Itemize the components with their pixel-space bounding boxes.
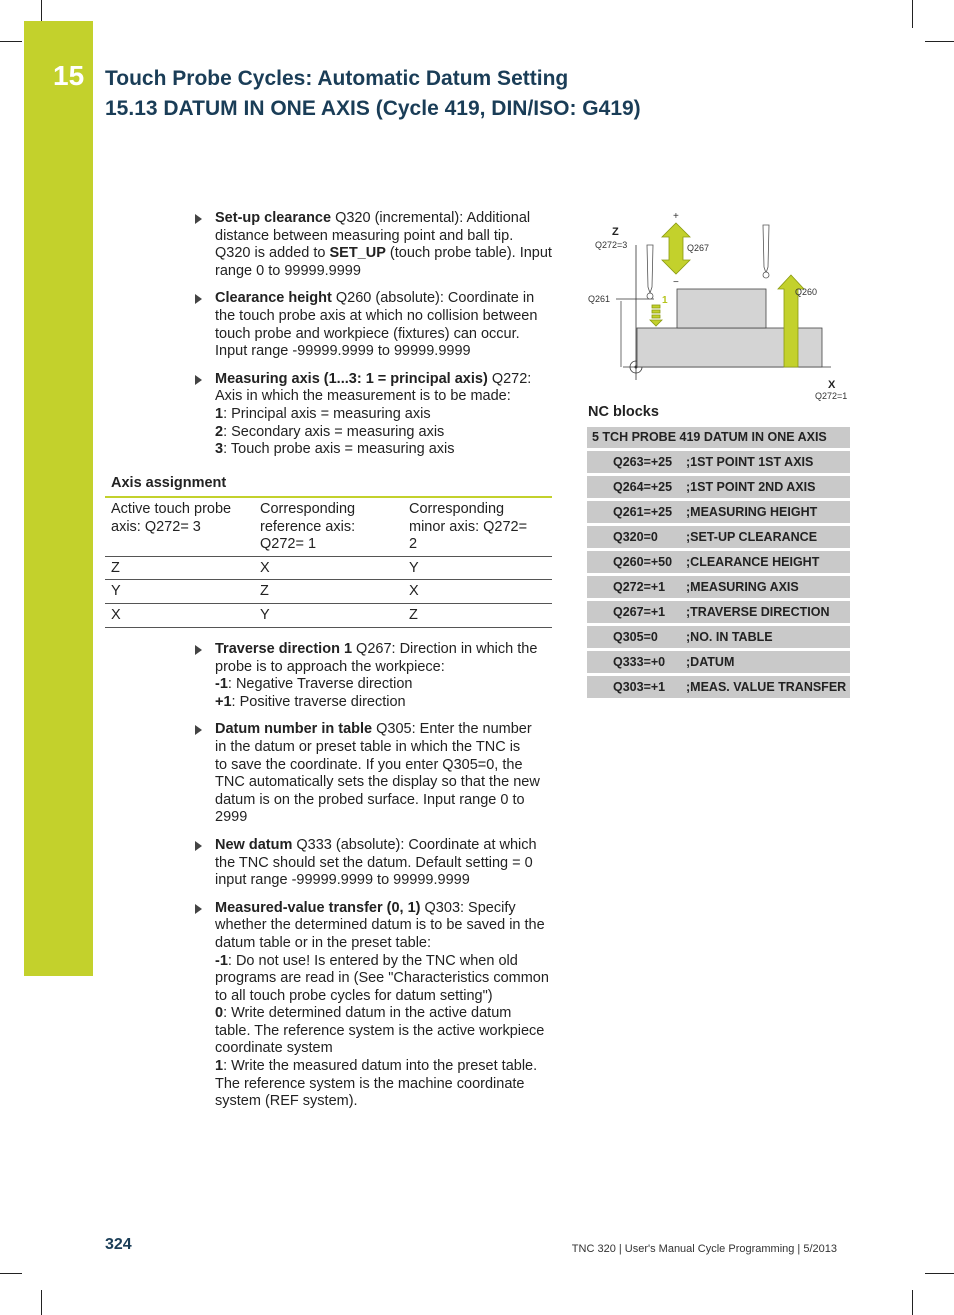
parameter-text: system (REF system). bbox=[215, 1093, 358, 1110]
step-one-label: 1 bbox=[662, 295, 668, 306]
nc-code: Q261=+25 bbox=[613, 505, 673, 519]
q267-arrow-icon bbox=[662, 223, 690, 274]
crop-mark bbox=[41, 1290, 42, 1315]
parameter-item bbox=[195, 290, 560, 360]
nc-blocks-table bbox=[587, 427, 850, 698]
nc-row bbox=[587, 498, 850, 523]
header-line: 2 bbox=[409, 536, 418, 553]
x-axis-label: X bbox=[828, 379, 836, 391]
table-row bbox=[105, 604, 552, 628]
parameter-text: -1: Negative Traverse direction bbox=[215, 676, 413, 693]
header-line: Active touch probe bbox=[111, 501, 232, 517]
table-header-row bbox=[105, 498, 552, 557]
parameter-text: in the datum or preset table in which the TNC is bbox=[215, 738, 521, 755]
nc-comment: ;MEASURING HEIGHT bbox=[686, 505, 818, 519]
nc-code: Q267=+1 bbox=[613, 605, 666, 619]
parameter-text: Input range -99999.9999 to 99999.9999 bbox=[215, 343, 471, 360]
table-cell: Z bbox=[409, 606, 418, 623]
parameter-item bbox=[195, 641, 560, 711]
table-cell: X bbox=[111, 606, 121, 623]
parameter-item bbox=[195, 721, 560, 827]
chapter-number: 15 bbox=[53, 60, 85, 91]
probe-right-icon bbox=[763, 225, 769, 273]
probe-left-tip bbox=[647, 293, 653, 299]
nc-comment: ;1ST POINT 2ND AXIS bbox=[686, 480, 816, 494]
parameter-text: Q260 (absolute): Coordinate in bbox=[335, 290, 535, 307]
crop-mark bbox=[912, 1290, 913, 1315]
q261-label: Q261 bbox=[588, 294, 611, 304]
parameter-text: Q320 (incremental): Additional bbox=[335, 210, 531, 226]
bullet-arrow-icon bbox=[195, 645, 202, 655]
table-title: Axis assignment bbox=[105, 474, 552, 498]
bullet-arrow-icon bbox=[195, 904, 202, 914]
header-line: Corresponding bbox=[260, 501, 356, 517]
parameter-text: input range -99999.9999 to 99999.9999 bbox=[215, 872, 470, 889]
nc-row bbox=[587, 623, 850, 648]
parameter-text: +1: Positive traverse direction bbox=[215, 693, 406, 710]
q260-label: Q260 bbox=[795, 287, 818, 297]
workpiece-step bbox=[677, 289, 766, 328]
q272-1-label: Q272=1 bbox=[815, 391, 848, 401]
header-line: reference axis: bbox=[260, 518, 356, 535]
parameter-text: datum is on the probed surface. Input range 0 to bbox=[215, 791, 525, 808]
parameter-name: Measured-value transfer (0, 1) bbox=[215, 899, 421, 916]
table-cell: Y bbox=[409, 559, 419, 576]
parameter-text: probe is to approach the workpiece: bbox=[215, 658, 445, 675]
parameter-text: Q303: Specify bbox=[424, 899, 516, 916]
bullet-arrow-icon bbox=[195, 294, 202, 304]
footer-text: TNC 320 | User's Manual Cycle Programming | 5/2013 bbox=[571, 1243, 837, 1255]
nc-code: Q263=+25 bbox=[613, 455, 673, 469]
nc-table-title: 5 TCH PROBE 419 DATUM IN ONE AXIS bbox=[587, 427, 850, 448]
parameter-name: Measuring axis (1...3: 1 = principal axis) bbox=[215, 370, 488, 387]
parameter-text: to all touch probe cycles for datum setting") bbox=[215, 987, 493, 1004]
parameter-item bbox=[195, 210, 560, 280]
approach-arrow-icon bbox=[650, 305, 662, 326]
q272-3-label: Q272=3 bbox=[595, 240, 628, 250]
parameter-text: whether the determined datum is to be saved in the bbox=[215, 917, 545, 934]
table-cell: Z bbox=[260, 583, 269, 600]
table-cell: Y bbox=[111, 583, 121, 600]
crop-mark bbox=[912, 0, 913, 28]
crop-mark bbox=[925, 1273, 954, 1274]
nc-comment: ;CLEARANCE HEIGHT bbox=[686, 555, 820, 569]
nc-row bbox=[587, 523, 850, 548]
parameter-text: TNC automatically sets the display so that the new bbox=[215, 774, 540, 791]
nc-row bbox=[587, 573, 850, 598]
parameter-name: Datum number in table bbox=[215, 721, 373, 738]
table-cell: X bbox=[409, 583, 419, 600]
q267-label: Q267 bbox=[687, 243, 710, 253]
parameter-text: 2: Secondary axis = measuring axis bbox=[215, 423, 445, 440]
nc-code: Q305=0 bbox=[613, 630, 658, 644]
bullet-arrow-icon bbox=[195, 375, 202, 385]
nc-row bbox=[587, 473, 850, 498]
plus-label: + bbox=[673, 211, 679, 222]
parameter-item bbox=[195, 837, 560, 890]
parameter-text: Q320 is added to SET_UP (touch probe table). Input bbox=[215, 245, 552, 262]
table-header-cell bbox=[254, 498, 403, 556]
nc-blocks-heading: NC blocks bbox=[588, 404, 659, 420]
parameter-list-top bbox=[195, 210, 560, 469]
table-cell: X bbox=[260, 559, 270, 576]
header-line: axis: Q272= 3 bbox=[111, 518, 201, 535]
nc-row bbox=[587, 648, 850, 673]
parameter-text: table. The reference system is the active workpiece bbox=[215, 1022, 545, 1039]
parameter-text: -1: Do not use! Is entered by the TNC when old bbox=[215, 952, 518, 969]
parameter-text: 1: Principal axis = measuring axis bbox=[215, 405, 431, 422]
parameter-text: datum table or in the preset table: bbox=[215, 934, 432, 951]
table-row bbox=[105, 580, 552, 604]
nc-comment: ;MEAS. VALUE TRANSFER bbox=[686, 680, 847, 694]
crop-mark bbox=[0, 41, 22, 42]
parameter-name: Clearance height bbox=[215, 290, 332, 307]
parameter-name: New datum bbox=[215, 836, 293, 853]
crop-mark bbox=[925, 41, 954, 42]
parameter-list-bottom bbox=[195, 641, 560, 1121]
table-cell: Z bbox=[111, 559, 120, 576]
parameter-text: Q272: bbox=[491, 370, 532, 387]
page-number: 324 bbox=[105, 1236, 132, 1253]
parameter-name: Traverse direction 1 bbox=[215, 641, 353, 657]
parameter-text: the TNC should set the datum. Default setting = 0 bbox=[215, 854, 533, 871]
minus-label: − bbox=[673, 277, 679, 288]
table-row bbox=[105, 557, 552, 581]
parameter-text: Q305: Enter the number bbox=[376, 721, 532, 738]
probe-left-icon bbox=[647, 245, 653, 293]
nc-row bbox=[587, 448, 850, 473]
crop-mark bbox=[0, 1273, 22, 1274]
nc-comment: ;SET-UP CLEARANCE bbox=[686, 530, 818, 544]
parameter-text: 0: Write determined datum in the active datum bbox=[215, 1005, 512, 1022]
table-cell: Y bbox=[260, 606, 270, 623]
nc-code: Q264=+25 bbox=[613, 480, 673, 494]
nc-comment: ;DATUM bbox=[686, 655, 735, 669]
axis-assignment-table bbox=[105, 474, 552, 628]
parameter-item bbox=[195, 371, 560, 459]
parameter-text: touch probe and workpiece (fixtures) can occur. bbox=[215, 325, 520, 342]
parameter-text: the touch probe axis at which no collision between bbox=[215, 307, 538, 324]
nc-code: Q333=+0 bbox=[613, 655, 666, 669]
parameter-text: range 0 to 99999.9999 bbox=[215, 262, 361, 279]
parameter-text: to save the coordinate. If you enter Q305=0, the bbox=[215, 756, 523, 773]
z-axis-label: Z bbox=[612, 226, 619, 238]
nc-code: Q303=+1 bbox=[613, 680, 666, 694]
parameter-text: Axis in which the measurement is to be made: bbox=[215, 388, 511, 405]
parameter-text: coordinate system bbox=[215, 1040, 333, 1057]
nc-comment: ;NO. IN TABLE bbox=[686, 630, 773, 644]
header-line: Q272= 1 bbox=[260, 536, 317, 553]
probe-right-tip bbox=[763, 272, 769, 278]
parameter-item bbox=[195, 900, 560, 1111]
nc-row bbox=[587, 548, 850, 573]
parameter-text: Q267: Direction in which the bbox=[356, 641, 538, 657]
parameter-text: The reference system is the machine coordinate bbox=[215, 1075, 525, 1092]
nc-comment: ;TRAVERSE DIRECTION bbox=[686, 605, 830, 619]
nc-code: Q260=+50 bbox=[613, 555, 673, 569]
probe-diagram bbox=[586, 205, 856, 405]
header-line: Corresponding bbox=[409, 501, 505, 517]
bullet-arrow-icon bbox=[195, 841, 202, 851]
parameter-text: distance between measuring point and ball tip. bbox=[215, 227, 514, 244]
parameter-text: 3: Touch probe axis = measuring axis bbox=[215, 441, 455, 458]
nc-code: Q272=+1 bbox=[613, 580, 666, 594]
table-header-cell bbox=[403, 498, 552, 556]
bullet-arrow-icon bbox=[195, 725, 202, 735]
nc-code: Q320=0 bbox=[613, 530, 658, 544]
section-title: 15.13 DATUM IN ONE AXIS (Cycle 419, DIN/ISO: G419) bbox=[105, 97, 641, 120]
nc-row bbox=[587, 673, 850, 698]
parameter-text: 2999 bbox=[215, 809, 248, 826]
parameter-text: 1: Write the measured datum into the preset table. bbox=[215, 1058, 538, 1075]
nc-row bbox=[587, 598, 850, 623]
crop-mark bbox=[41, 0, 42, 22]
parameter-text: Q333 (absolute): Coordinate at which bbox=[296, 836, 537, 853]
chapter-title: Touch Probe Cycles: Automatic Datum Setting bbox=[105, 67, 569, 90]
chapter-tab bbox=[24, 21, 93, 976]
parameter-text: programs are read in (See "Characteristics common bbox=[215, 970, 549, 987]
table-header-cell bbox=[105, 498, 254, 556]
nc-comment: ;1ST POINT 1ST AXIS bbox=[686, 455, 814, 469]
bullet-arrow-icon bbox=[195, 214, 202, 224]
nc-comment: ;MEASURING AXIS bbox=[686, 580, 799, 594]
parameter-name: Set-up clearance bbox=[215, 210, 332, 226]
header-line: minor axis: Q272= bbox=[409, 518, 528, 535]
